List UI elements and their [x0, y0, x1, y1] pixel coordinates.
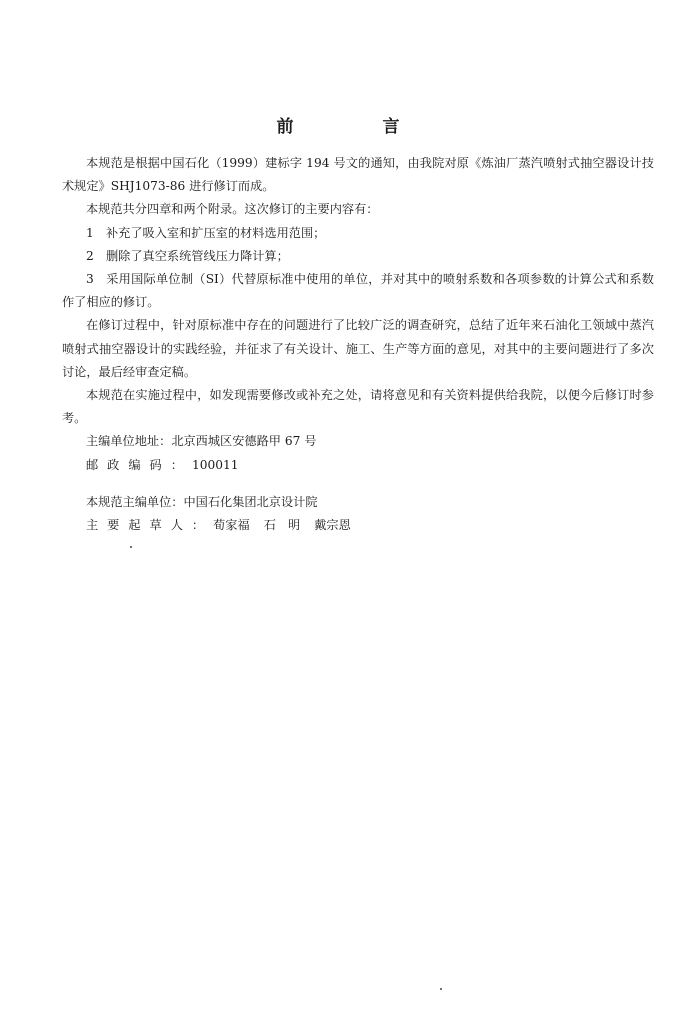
- paragraph-feedback: 本规范在实施过程中，如发现需要修改或补充之处，请将意见和有关资料提供给我院，以便今后修订时参考。: [62, 388, 654, 426]
- postcode-line: [62, 454, 654, 477]
- list-item: [62, 245, 654, 268]
- list-item: [62, 222, 654, 245]
- paragraph-summary: 本规范共分四章和两个附录。这次修订的主要内容有：: [86, 202, 379, 217]
- list-item-number: 1: [86, 225, 94, 240]
- address-value: 北京西城区安德路甲 67 号: [171, 434, 317, 449]
- scan-speck: [130, 546, 132, 548]
- list-item-text: 补充了吸入室和扩压室的材料选用范围；: [106, 225, 326, 240]
- list-item-text: 采用国际单位制（SI）代替原标准中使用的单位，并对其中的喷射系数和各项参数的计算公式和系数作了相应的修订。: [62, 272, 654, 310]
- address-label: 主编单位地址：: [86, 434, 172, 449]
- list-item-text: 删除了真空系统管线压力降计算；: [106, 248, 289, 263]
- drafter-name: 戴宗恩: [314, 518, 351, 533]
- paragraph-revision-process: 在修订过程中，针对原标准中存在的问题进行了比较广泛的调查研究，总结了近年来石油化工领域中蒸汽喷射式抽空器设计的实践经验，并征求了有关设计、施工、生产等方面的意见，对其中的主要问题进行了多次讨论，最后经审查定稿。: [62, 318, 654, 379]
- postcode-label: 邮政编码：: [86, 457, 192, 472]
- drafter-name: 荀家福: [213, 518, 250, 533]
- paragraph-basis: 本规范是根据中国石化（1999）建标字 194 号文的通知，由我院对原《炼油厂蒸汽喷射式抽空器设计技术规定》SHJ1073-86 进行修订而成。: [62, 156, 654, 194]
- editor-unit-label: 本规范主编单位：: [86, 494, 184, 509]
- document-body: [62, 152, 654, 537]
- page-title: 前 言: [276, 117, 436, 137]
- drafters-line: [62, 514, 654, 537]
- editor-unit-line: [62, 491, 654, 514]
- postcode-value: 100011: [191, 457, 239, 472]
- drafter-name: 石 明: [263, 518, 301, 533]
- editor-unit-value: 中国石化集团北京设计院: [183, 494, 318, 509]
- drafters-label: 主要起草人：: [86, 518, 214, 533]
- section-spacer: [62, 477, 654, 491]
- address-line: [62, 430, 654, 453]
- list-item-number: 3: [86, 272, 94, 287]
- list-item: [62, 268, 654, 314]
- list-item-number: 2: [86, 248, 94, 263]
- scan-speck: [440, 988, 442, 990]
